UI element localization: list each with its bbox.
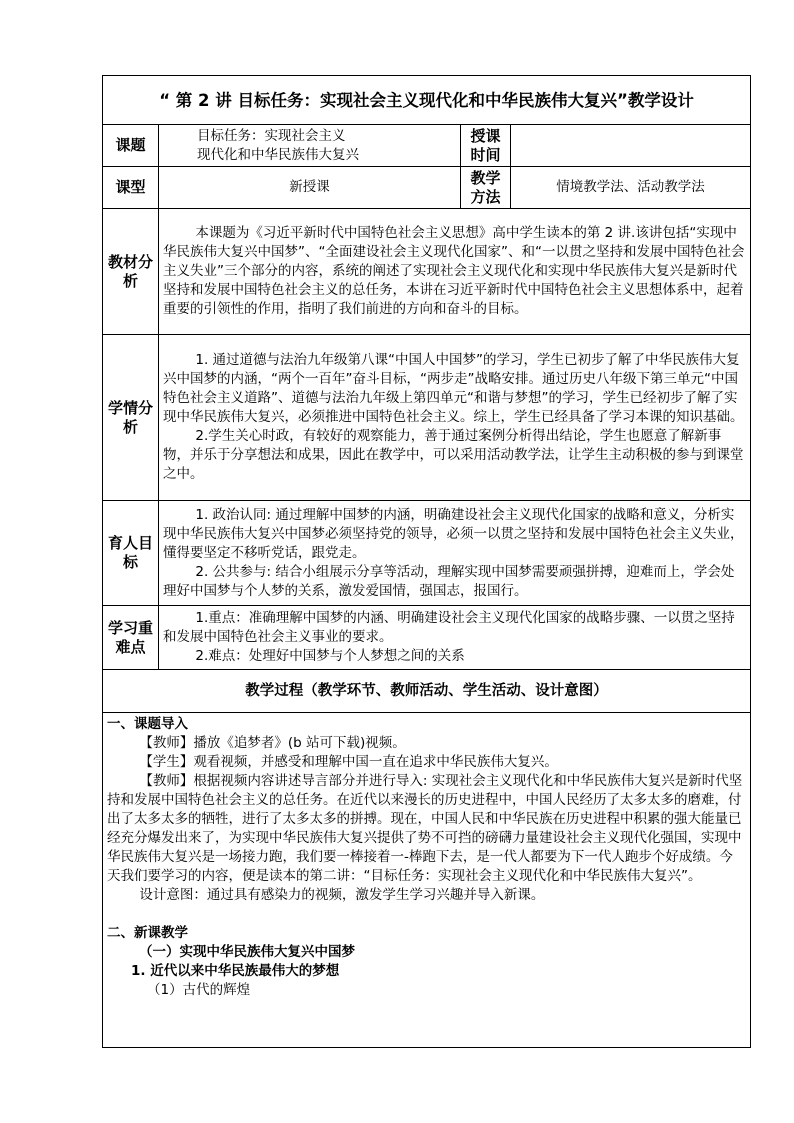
type-label: 课型 xyxy=(103,167,159,209)
lesson-plan-page xyxy=(102,75,750,1048)
process-heading: 教学过程（教学环节、教师活动、学生活动、设计意图） xyxy=(103,670,751,713)
process-cell xyxy=(103,713,751,1048)
focus-para-1: 1.重点：准确理解中国梦的内涵、明确建设社会主义现代化国家的战略步骤、一以贯之坚持和发展中国特色社会主义事业的要求。 xyxy=(163,610,735,645)
student-step-1: 【学生】观看视频，并感受和理解中国一直在追求中华民族伟大复兴。 xyxy=(139,754,558,770)
type-value: 新授课 xyxy=(159,167,461,209)
title-row xyxy=(103,76,751,125)
subsection-1-1-1-title: （1）古代的辉煌 xyxy=(147,982,251,998)
material-label: 教材分析 xyxy=(103,209,159,335)
focus-row xyxy=(103,606,751,670)
goals-para-1: 1. 政治认同: 通过理解中国梦的内涵，明确建设社会主义现代化国家的战略和意义，分析实现中华民族伟大复兴中国梦必须坚持党的领导，必须一以贯之坚持和发展中国特色社会主义失业，懂得要坚定不移听党话，跟党走。 xyxy=(163,506,744,561)
time-value xyxy=(511,125,751,167)
subsection-1-title: （一）实现中华民族伟大复兴中国梦 xyxy=(139,944,355,960)
students-para-2: 2.学生关心时政，有较好的观察能力，善于通过案例分析得出结论，学生也愿意了解新事物，并乐于分享想法和成果，因此在教学中，可以采用活动教学法，让学生主动积极的参与到课堂之中。 xyxy=(163,428,744,482)
document-title: “ 第 2 讲 目标任务：实现社会主义现代化和中华民族伟大复兴”教学设计 xyxy=(103,76,751,125)
focus-cell xyxy=(159,606,751,670)
topic-value xyxy=(159,125,461,167)
method-value: 情境教学法、活动教学法 xyxy=(511,167,751,209)
students-row xyxy=(103,335,751,501)
design-intent: 设计意图：通过具有感染力的视频，激发学生学习兴趣并导入新课。 xyxy=(139,887,545,903)
section-new-lesson-title: 二、新课教学 xyxy=(107,925,188,941)
goals-para-2: 2. 公共参与: 结合小组展示分享等活动，理解实现中国梦需要顽强拼搏，迎难而上，学会处理好中国梦与个人梦的关系，激发爱国情，强国志，报国行。 xyxy=(163,563,735,599)
topic-label: 课题 xyxy=(103,125,159,167)
students-label: 学情分析 xyxy=(103,335,159,501)
section-intro-title: 一、课题导入 xyxy=(107,716,188,732)
process-heading-row xyxy=(103,670,751,713)
blank-line xyxy=(107,905,746,924)
goals-row xyxy=(103,501,751,606)
goals-label: 育人目标 xyxy=(103,501,159,606)
lesson-plan-table xyxy=(102,75,751,1048)
focus-label: 学习重难点 xyxy=(103,606,159,670)
teacher-step-1: 【教师】播放《追梦者》(b 站可下载)视频。 xyxy=(139,735,406,751)
subsection-1-1-title: 1. 近代以来中华民族最伟大的梦想 xyxy=(131,963,340,979)
method-label: 教学方法 xyxy=(461,167,511,209)
goals-cell xyxy=(159,501,751,606)
time-label: 授课时间 xyxy=(461,125,511,167)
topic-value-line2: 现代化和中华民族伟大复兴 xyxy=(197,146,359,163)
material-text: 本课题为《习近平新时代中国特色社会主义思想》高中学生读本的第 2 讲.该讲包括“实现中华民族伟大复兴中国梦”、“全面建设社会主义现代化国家”、和“一以贯之坚持和发展中国特色社会主义失业”三个部分的内容，系统的阐述了实现社会主义现代化和实现中华民族伟大复兴是新时代坚持和发展中国特色社会主义的总任务，本讲在习近平新时代中国特色社会主义思想体系中，起着重要的引领性的作用，指明了我们前进的方向和奋斗的目标。 xyxy=(163,225,745,317)
material-cell xyxy=(159,209,751,335)
type-row xyxy=(103,167,751,209)
topic-value-line1: 目标任务：实现社会主义 xyxy=(197,127,346,144)
topic-row xyxy=(103,125,751,167)
process-row xyxy=(103,713,751,1048)
students-cell xyxy=(159,335,751,501)
students-para-1: 1. 通过道德与法治九年级第八课“中国人中国梦”的学习，学生已初步了解了中华民族伟大复兴中国梦的内涵，“两个一百年”奋斗目标，“两步走”战略安排。通过历史八年级下第三单元“中国特色社会主义道路”、道德与法治九年级上第四单元“和谐与梦想”的学习，学生已经初步了解了实现中华民族伟大复兴，必须推进中国特色社会主义。综上，学生已经具备了学习本课的知识基础。 xyxy=(163,352,744,425)
focus-para-2: 2.难点：处理好中国梦与个人梦想之间的关系 xyxy=(195,648,465,664)
material-row xyxy=(103,209,751,335)
teacher-step-2: 【教师】根据视频内容讲述导言部分并进行导入: 实现社会主义现代化和中华民族伟大复兴是新时代坚持和发展中国特色社会主义的总任务。在近代以来漫长的历史进程中，中国人民经历了太多太多的磨难，付出了太多太多的牺牲，进行了太多太多的拼搏。现在，中国人民和中华民族在历史进程中积累的强大能量已经充分爆发出来了，为实现中华民族伟大复兴提供了势不可挡的磅礴力量建设社会主义现代化强国，实现中华民族伟大复兴是一场接力跑，我们要一棒接着一-棒跑下去，是一代人都要为下一代人跑步个好成绩。今天我们要学习的内容，便是读本的第二讲：“目标任务：实现社会主义现代化和中华民族伟大复兴”。 xyxy=(107,773,743,884)
